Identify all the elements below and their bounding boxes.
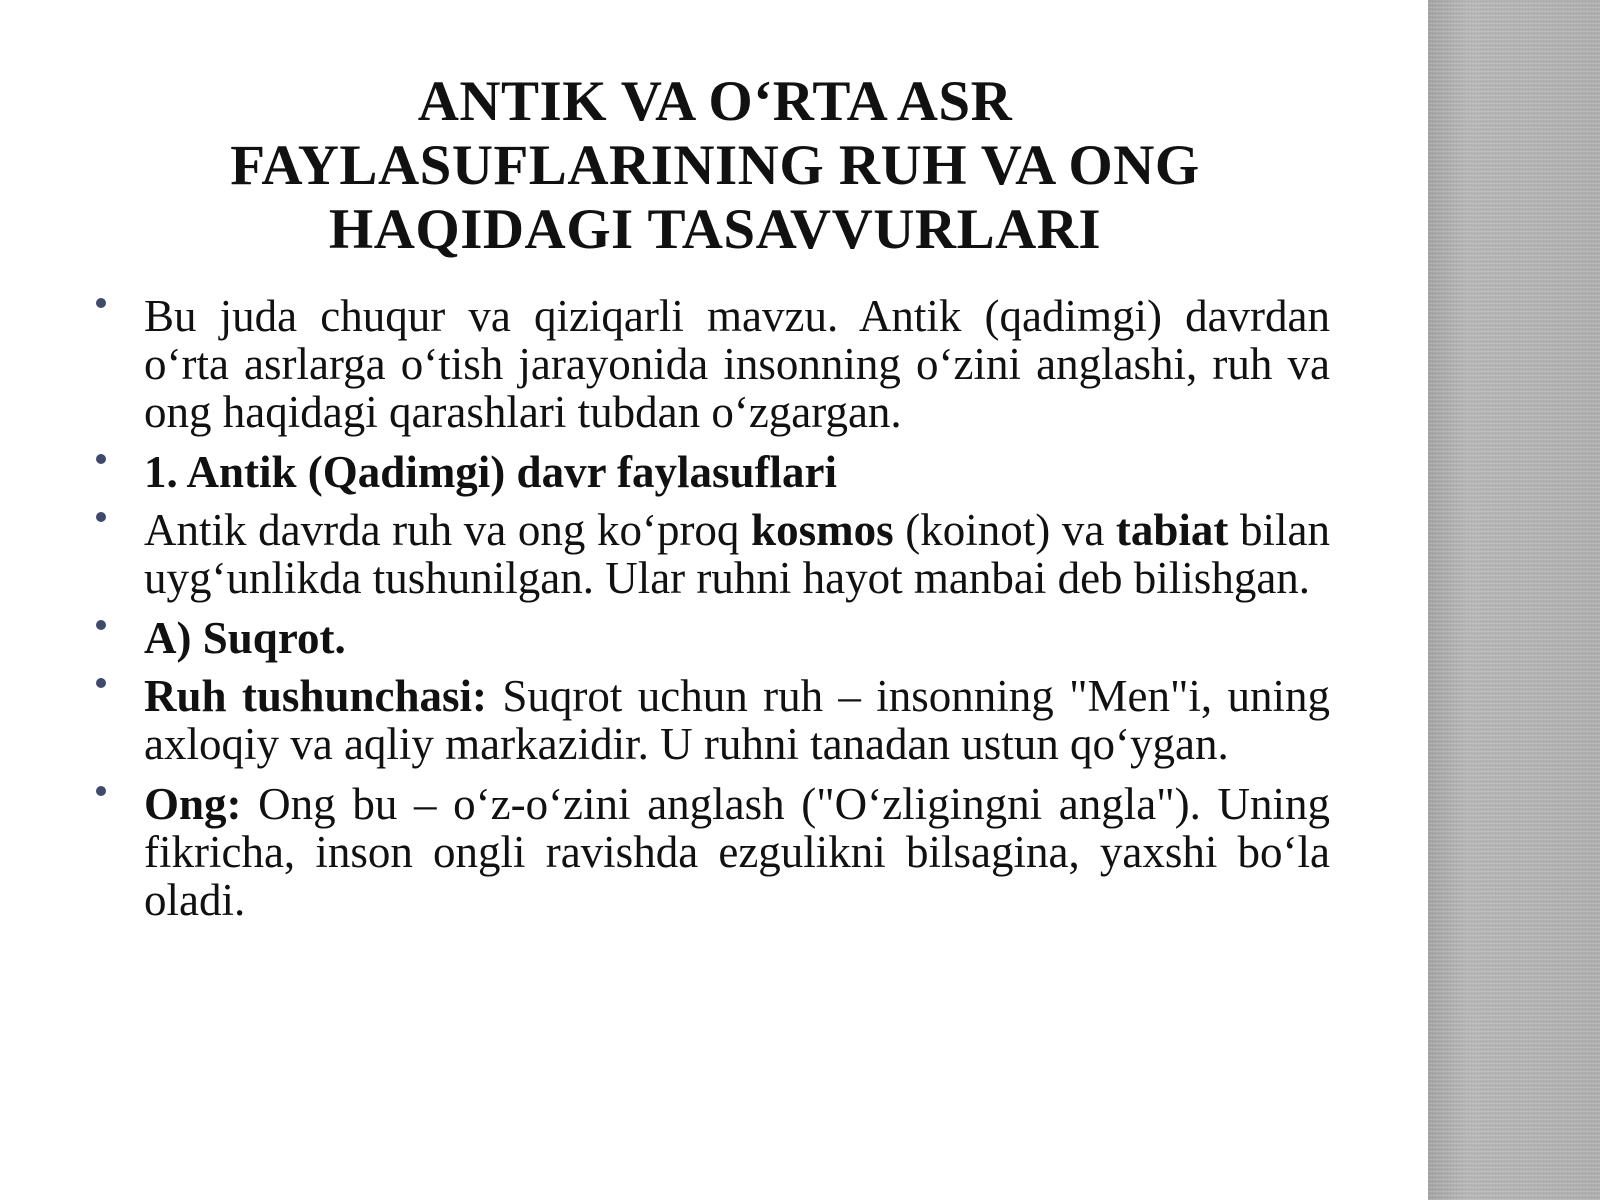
term-tabiat: tabiat: [1115, 505, 1229, 555]
bullet-antik-heading: [92, 448, 1330, 496]
ruh-tushunchasi-text: Suqrot uchun ruh – insonning "Men"i, uning axloqiy va aqliy markazidir. U ruhni tanadan ustun qo‘ygan.: [144, 671, 1330, 769]
bullet-antik-description: [92, 506, 1330, 602]
bullet-suqrot-heading: [92, 614, 1330, 662]
term-kosmos: kosmos: [751, 505, 894, 555]
antik-text-part3: bilan uyg‘unlikda tushunilgan. Ular ruhni hayot manbai deb bilishgan.: [144, 505, 1330, 603]
bullet-intro: [92, 292, 1330, 436]
bullet-dot-icon: [96, 454, 106, 464]
bullet-list: [92, 292, 1330, 936]
bullet-ruh-tushunchasi: [92, 672, 1330, 768]
bullet-dot-icon: [96, 786, 106, 796]
section-heading-suqrot: A) Suqrot.: [144, 613, 346, 663]
label-ruh-tushunchasi: Ruh tushunchasi:: [144, 671, 488, 721]
bullet-dot-icon: [96, 512, 106, 522]
antik-text-part2: (koinot) va: [893, 505, 1116, 555]
label-ong: Ong:: [144, 779, 242, 829]
antik-text-part1: Antik davrda ruh va ong ko‘proq: [144, 505, 752, 555]
slide-title: ANTIK VA O‘RTA ASR FAYLASUFLARINING RUH VA ONG HAQIDAGI TASAVVURLARI: [230, 70, 1200, 261]
side-texture-panel: [1428, 0, 1600, 1200]
ong-text: Ong bu – o‘z-o‘zini anglash ("O‘zligingni angla"). Uning fikricha, inson ongli ravishda ezgulikni bilsagina, yaxshi bo‘la oladi.: [144, 779, 1330, 925]
bullet-dot-icon: [96, 298, 106, 308]
bullet-dot-icon: [96, 620, 106, 630]
section-heading-antik: 1. Antik (Qadimgi) davr faylasuflari: [144, 447, 837, 497]
bullet-dot-icon: [96, 678, 106, 688]
bullet-intro-text: Bu juda chuqur va qiziqarli mavzu. Antik (qadimgi) davrdan o‘rta asrlarga o‘tish jarayonida insonning o‘zini anglashi, ruh va ong haqidagi qarashlari tubdan o‘zgargan.: [144, 291, 1330, 437]
bullet-ong: [92, 780, 1330, 924]
